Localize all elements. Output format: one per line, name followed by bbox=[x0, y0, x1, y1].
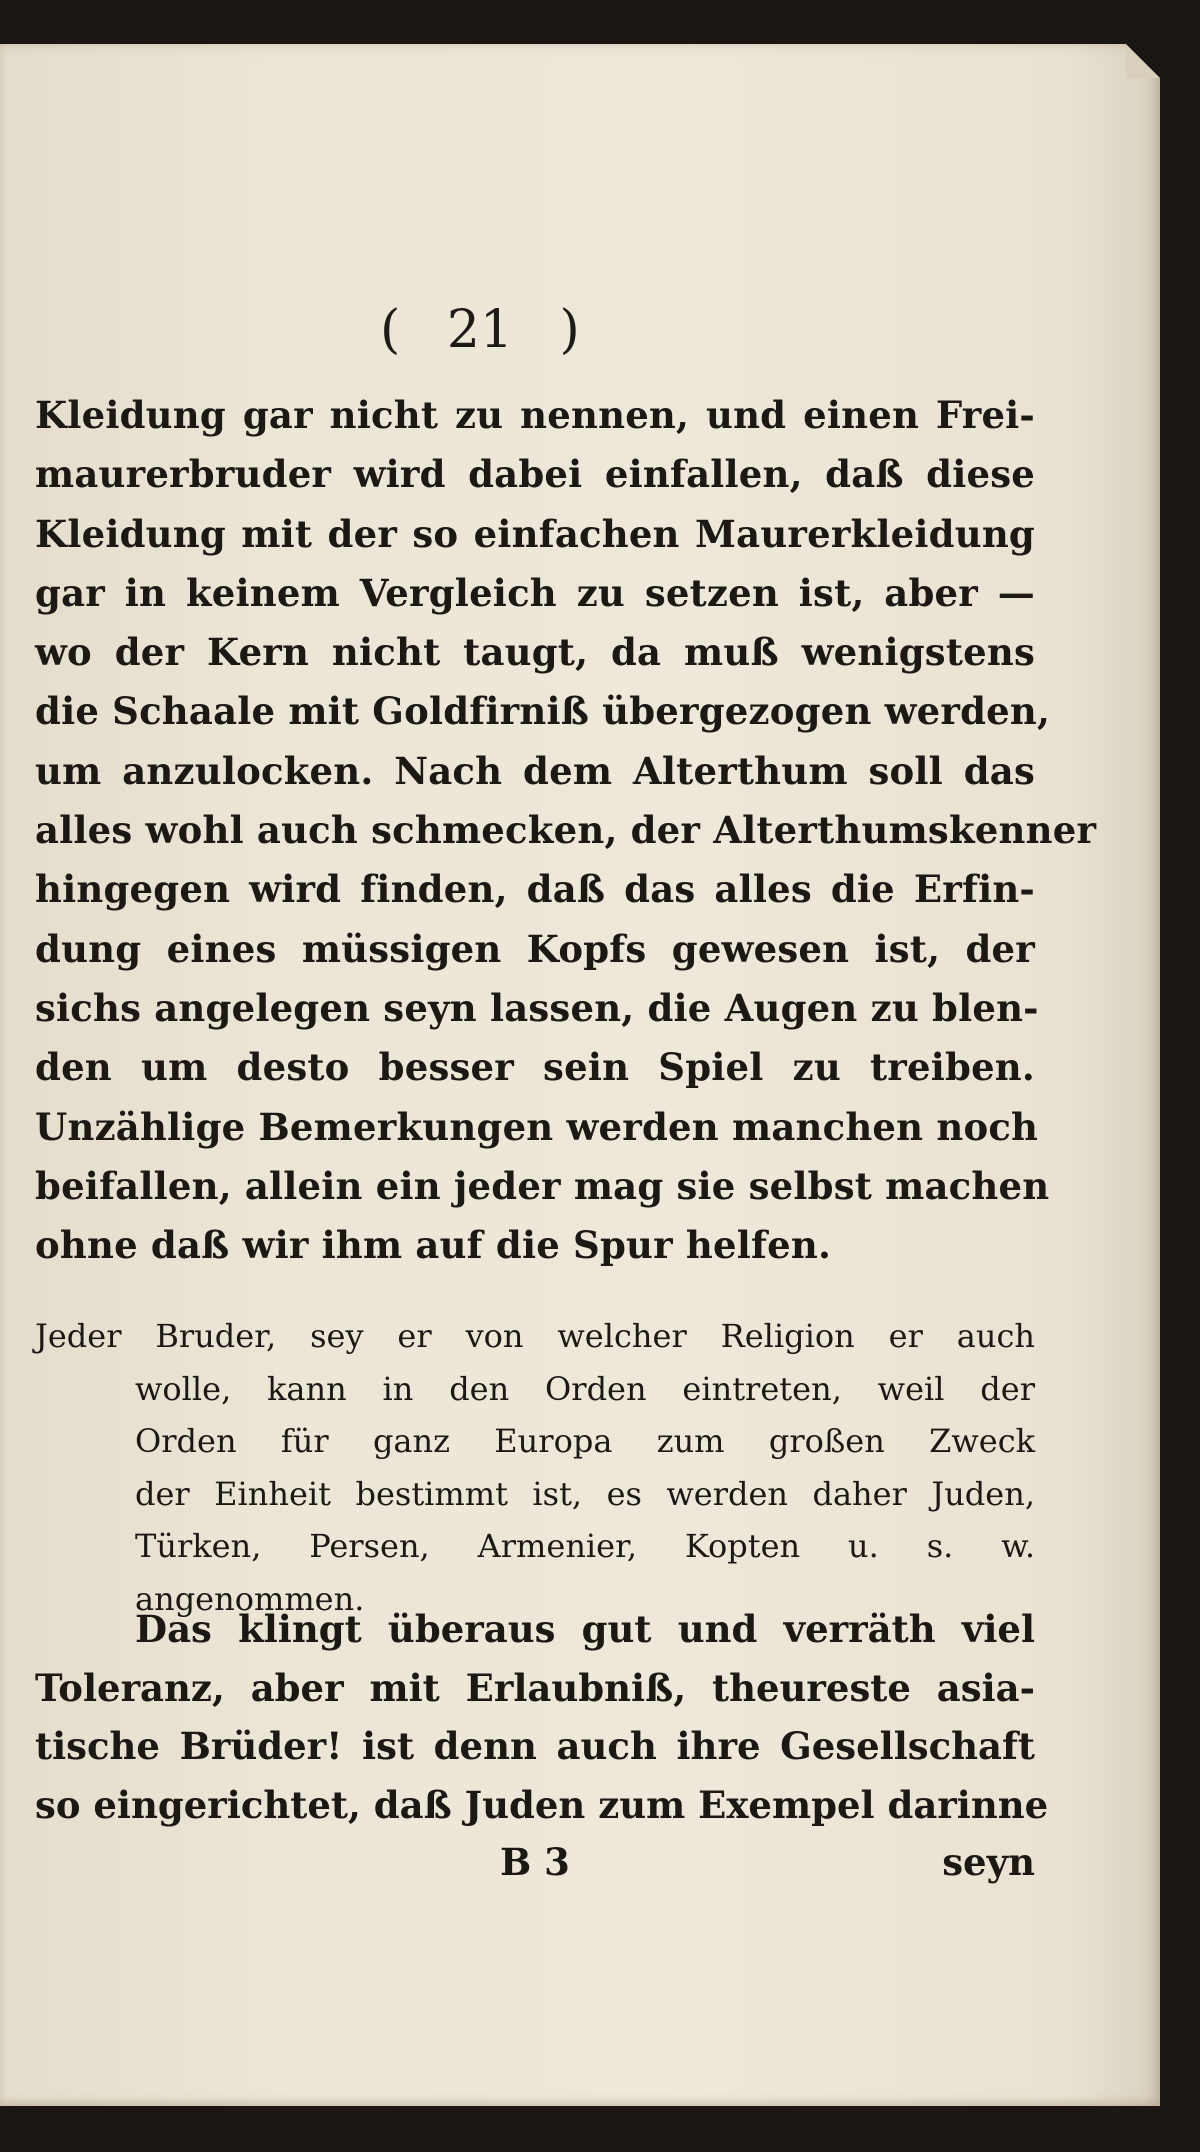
text-line: Unzählige Bemerkungen werden manchen noch bbox=[35, 1104, 1039, 1149]
text-line: dung eines müssigen Kopfs gewesen ist, der bbox=[35, 926, 1035, 971]
statute-line: angenommen. bbox=[135, 1579, 365, 1618]
text-line: den um desto besser sein Spiel zu treiben. bbox=[35, 1045, 1035, 1090]
main-paragraph bbox=[35, 386, 1097, 1275]
statute-line: Orden für ganz Europa zum großen Zweck bbox=[135, 1422, 1035, 1460]
signature-mark: B 3 bbox=[500, 1840, 570, 1884]
closing-paragraph bbox=[35, 1600, 1049, 1834]
text-line: tische Brüder! ist denn auch ihre Gesellschaft bbox=[35, 1724, 1035, 1768]
statute-line: Türken, Persen, Armenier, Kopten u. s. w. bbox=[135, 1527, 1035, 1565]
statute-line: der Einheit bestimmt ist, es werden daher Juden, bbox=[135, 1474, 1035, 1513]
text-line: Kleidung mit der so einfachen Maurerkleidung bbox=[35, 511, 1035, 556]
text-line: gar in keinem Vergleich zu setzen ist, aber — bbox=[35, 570, 1035, 615]
text-line: wo der Kern nicht taugt, da muß wenigstens bbox=[35, 630, 1035, 675]
text-line: ohne daß wir ihm auf die Spur helfen. bbox=[35, 1223, 832, 1268]
text-line: beifallen, allein ein jeder mag sie selbst machen bbox=[35, 1163, 1050, 1208]
page-number: ( 21 ) bbox=[380, 300, 580, 360]
text-line: so eingerichtet, daß Juden zum Exempel darinne bbox=[35, 1782, 1049, 1827]
text-line: Toleranz, aber mit Erlaubniß, theureste asia- bbox=[35, 1665, 1035, 1710]
statute-line: wolle, kann in den Orden eintreten, weil der bbox=[135, 1369, 1035, 1408]
text-line: Das klingt überaus gut und verräth viel bbox=[135, 1607, 1035, 1651]
text-line: die Schaale mit Goldfirniß übergezogen werden, bbox=[35, 689, 1051, 734]
text-line: maurerbruder wird dabei einfallen, daß diese bbox=[35, 452, 1035, 497]
text-line: um anzulocken. Nach dem Alterthum soll das bbox=[35, 748, 1035, 793]
quoted-statute bbox=[35, 1310, 1035, 1625]
text-line: sichs angelegen seyn lassen, die Augen zu blen- bbox=[35, 985, 1039, 1030]
text-line: Kleidung gar nicht zu nennen, und einen Frei- bbox=[35, 393, 1035, 437]
text-line: alles wohl auch schmecken, der Alterthumskenner bbox=[35, 808, 1097, 853]
catchword: seyn bbox=[942, 1840, 1035, 1884]
text-line: hingegen wird finden, daß das alles die Erfin- bbox=[35, 867, 1035, 912]
folded-corner bbox=[1126, 44, 1160, 78]
statute-line: Jeder Bruder, sey er von welcher Religion er auch bbox=[35, 1317, 1035, 1355]
